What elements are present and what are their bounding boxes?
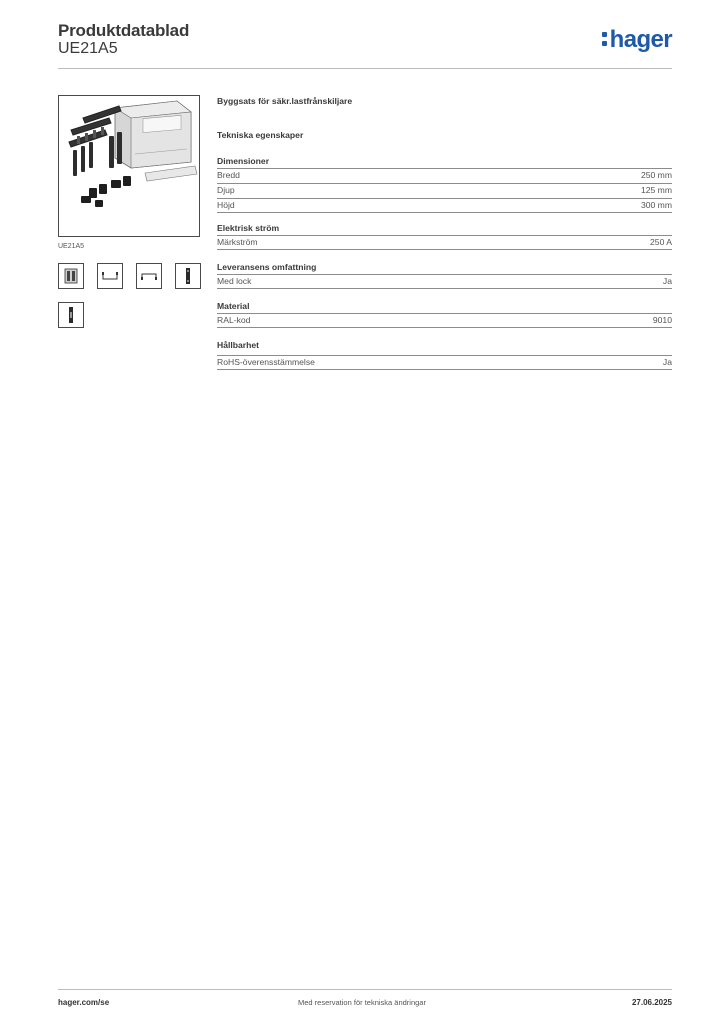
spec-label: Bredd (217, 170, 240, 180)
section-title-delivery: Leveransens omfattning (217, 262, 317, 272)
footer-notice: Med reservation för tekniska ändringar (298, 998, 426, 1007)
logo-colon-icon (602, 31, 609, 48)
thumbnail-module[interactable] (58, 263, 84, 289)
spec-label: Höjd (217, 200, 235, 210)
page-header (58, 21, 672, 69)
spec-row (217, 168, 672, 182)
product-code: UE21A5 (58, 40, 118, 57)
clip-thumb-icon (137, 264, 161, 288)
spec-value: 300 mm (640, 200, 672, 210)
logo-text: hager (609, 26, 672, 53)
spec-row (217, 183, 672, 197)
spec-value: Ja (662, 357, 672, 367)
brand-logo (602, 28, 672, 52)
spec-label: Djup (217, 185, 235, 195)
spec-row (217, 355, 672, 370)
thumbnail-rail[interactable] (175, 263, 201, 289)
rail-thumb-icon (176, 264, 200, 288)
section-title-dimensions: Dimensioner (217, 156, 270, 166)
spec-row (217, 235, 672, 250)
spec-value: 250 mm (640, 170, 672, 180)
spec-label: RoHS-överensstämmelse (217, 357, 315, 367)
section-title-material: Material (217, 301, 250, 311)
spec-label: RAL-kod (217, 315, 251, 325)
module-thumb-icon (59, 264, 83, 288)
spec-row (217, 274, 672, 289)
thumbnail-bracket[interactable] (97, 263, 123, 289)
spec-value: 250 A (650, 237, 672, 247)
product-main-image[interactable] (58, 95, 200, 237)
spec-label: Med lock (217, 276, 252, 286)
document-title: Produktdatablad (58, 21, 190, 40)
section-title-sustainability: Hållbarhet (217, 340, 260, 350)
spec-label: Märkström (217, 237, 258, 247)
spec-value: 9010 (652, 315, 672, 325)
section-title-electrical: Elektrisk ström (217, 223, 280, 233)
thumbnail-clip[interactable] (136, 263, 162, 289)
product-description: Byggsats för säkr.lastfrånskiljare (217, 96, 353, 106)
footer-website-link[interactable]: hager.com/se (58, 998, 110, 1007)
product-kit-image-icon (59, 96, 199, 236)
bracket-thumb-icon (98, 264, 122, 288)
spec-row (217, 313, 672, 328)
spec-heading: Tekniska egenskaper (217, 130, 304, 140)
thumbnail-strip[interactable] (58, 302, 84, 328)
footer-divider (58, 989, 672, 990)
spec-value: 125 mm (640, 185, 672, 195)
main-image-caption: UE21A5 (58, 243, 85, 250)
header-divider (58, 68, 672, 69)
footer-date: 27.06.2025 (631, 998, 672, 1007)
strip-thumb-icon (59, 303, 83, 327)
spec-value: Ja (662, 276, 672, 286)
spec-row (217, 198, 672, 213)
